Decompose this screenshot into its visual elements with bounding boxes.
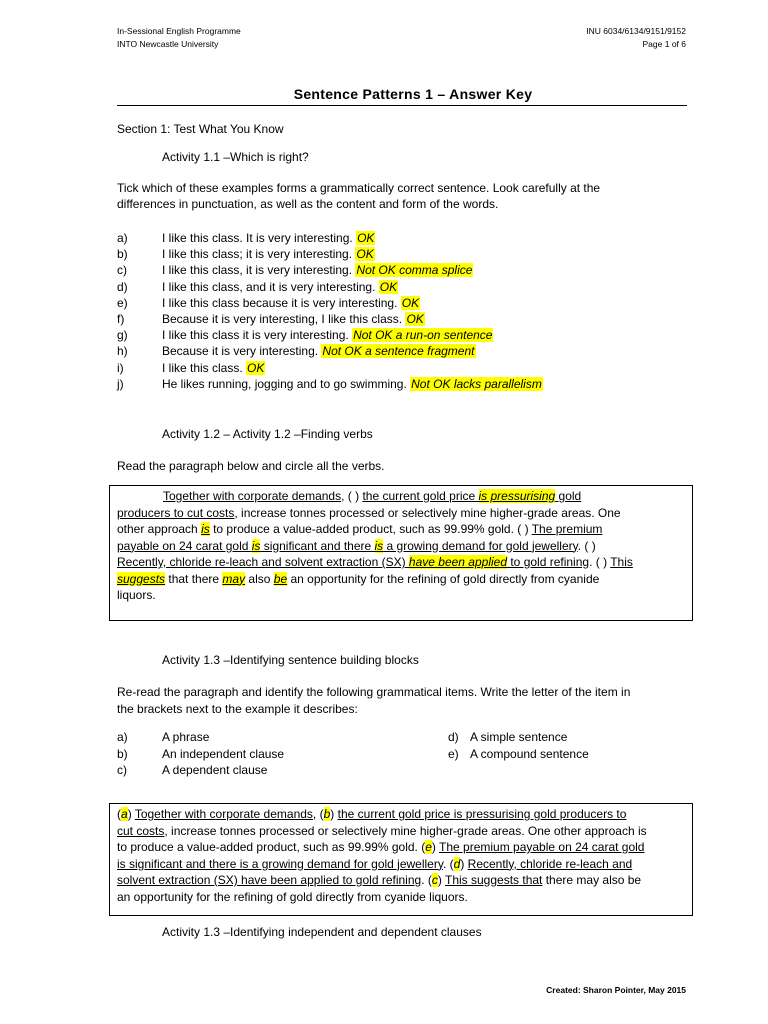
answer-highlight: OK [356,247,374,262]
answer-letter-highlight: a [121,807,128,821]
activity-1-1-instruction-1: Tick which of these examples forms a grammatically correct sentence. Look carefully at the [117,181,601,195]
activity-1-2-instruction: Read the paragraph below and circle all the verbs. [117,459,385,473]
programme-name: In-Sessional English Programme [117,26,241,36]
list-item: e) A compound sentence [448,746,589,761]
verb-highlight: be [273,571,288,586]
answer-letter-highlight: e [425,840,432,854]
paragraph-line: an opportunity for the refining of gold directly from cyanide liquors. [117,889,468,904]
activity-1-1-instruction-2: differences in punctuation, as well as the content and form of the words. [117,197,499,211]
verb-highlight: is pressurising [478,489,556,503]
activity-1-3-instruction-2: the brackets next to the example it describes: [117,702,358,716]
paragraph-line: producers to cut costs, increase tonnes processed or selectively mine higher-grade areas. One [117,505,621,520]
paragraph-line: Recently, chloride re-leach and solvent extraction (SX) have been applied to gold refining. ( ) This [117,555,633,569]
header-right [586,25,686,51]
activity-1-2-heading: Activity 1.2 – Activity 1.2 –Finding verbs [162,427,373,441]
answer-letter-highlight: c [431,873,438,887]
list-item: d) A simple sentence [448,730,568,744]
verb-highlight: is [201,522,210,536]
header-left [117,25,241,51]
activity-1-1-heading: Activity 1.1 –Which is right? [162,150,309,164]
answer-highlight: Not OK a run-on sentence [353,328,493,343]
paragraph-line: to produce a value-added product, such as 99.99% gold. (e) The premium payable on 24 carat gold [117,840,645,854]
verb-highlight: is [374,538,384,553]
paragraph-line: is significant and there is a growing demand for gold jewellery. (d) Recently, chloride re-leach and [117,856,633,871]
module-codes: INU 6034/6134/9151/9152 [586,26,686,36]
building-blocks-list-left [117,729,284,779]
verb-highlight: have been applied [408,555,508,569]
answer-highlight: OK [401,295,420,310]
activity-1-3-heading: Activity 1.3 –Identifying sentence building blocks [162,653,419,667]
list-item: a) A phrase [117,730,210,744]
list-item: b) I like this class; it is very interesting. OK [117,247,374,262]
building-blocks-list-right [448,729,589,762]
verb-highlight: is [251,538,261,553]
list-item: h) Because it is very interesting. Not OK a sentence fragment [117,344,475,359]
answer-highlight: OK [406,311,424,326]
section-heading: Section 1: Test What You Know [117,122,284,136]
paragraph-line: solvent extraction (SX) have been applied to gold refining. (c) This suggests that there may also be [117,873,642,887]
list-item: b) An independent clause [117,746,285,761]
activity-1-3b-heading: Activity 1.3 –Identifying independent and dependent clauses [162,925,482,939]
page-number: Page 1 of 6 [642,39,686,49]
answer-list [117,230,543,392]
activity-1-3-instruction-1: Re-read the paragraph and identify the following grammatical items. Write the letter of the item in [117,685,631,699]
footer-credit: Created: Sharon Pointer, May 2015 [546,985,686,995]
paragraph-line: cut costs, increase tonnes processed or selectively mine higher-grade areas. One other approach is [117,823,647,838]
title-rule [117,105,687,106]
answer-letter-highlight: d [453,856,461,871]
university-name: INTO Newcastle University [117,39,219,49]
answer-highlight: Not OK comma splice [356,263,473,278]
paragraph-line: suggests that there may also be an opportunity for the refining of gold directly from cyanide [117,571,600,586]
answer-highlight: OK [379,279,398,294]
answer-highlight: OK [357,231,375,245]
verb-highlight: may [222,571,246,586]
paragraph-line: other approach is to produce a value-added product, such as 99.99% gold. ( ) The premium [117,522,603,536]
list-item: f) Because it is very interesting, I like this class. OK [117,311,424,326]
paragraph-line: (a) Together with corporate demands, (b) the current gold price is pressurising gold producers to [117,807,627,821]
building-blocks-paragraph-box [109,803,693,916]
list-item: i) I like this class. OK [117,360,265,375]
answer-highlight: Not OK a sentence fragment [322,344,475,359]
answer-highlight: OK [247,360,265,375]
list-item: d) I like this class, and it is very interesting. OK [117,279,398,294]
page-title: Sentence Patterns 1 – Answer Key [293,86,533,102]
list-item: g) I like this class it is very interesting. Not OK a run-on sentence [117,328,493,343]
verb-highlight: suggests [117,571,166,586]
list-item: a) I like this class. It is very interesting. OK [117,231,375,245]
answer-letter-highlight: b [323,807,331,821]
list-item: e) I like this class because it is very interesting. OK [117,295,420,310]
list-item: c) I like this class, it is very interesting. Not OK comma splice [117,263,473,278]
paragraph-line: payable on 24 carat gold is significant and there is a growing demand for gold jewellery. ( ) [117,538,596,553]
list-item: j) He likes running, jogging and to go swimming. Not OK lacks parallelism [117,376,542,391]
answer-highlight: Not OK lacks parallelism [411,376,542,391]
list-item: c) A dependent clause [117,763,268,777]
paragraph-line: liquors. [117,588,156,602]
paragraph-line: Together with corporate demands, ( ) the current gold price is pressurising gold [163,489,582,503]
verbs-paragraph-box [109,485,693,621]
